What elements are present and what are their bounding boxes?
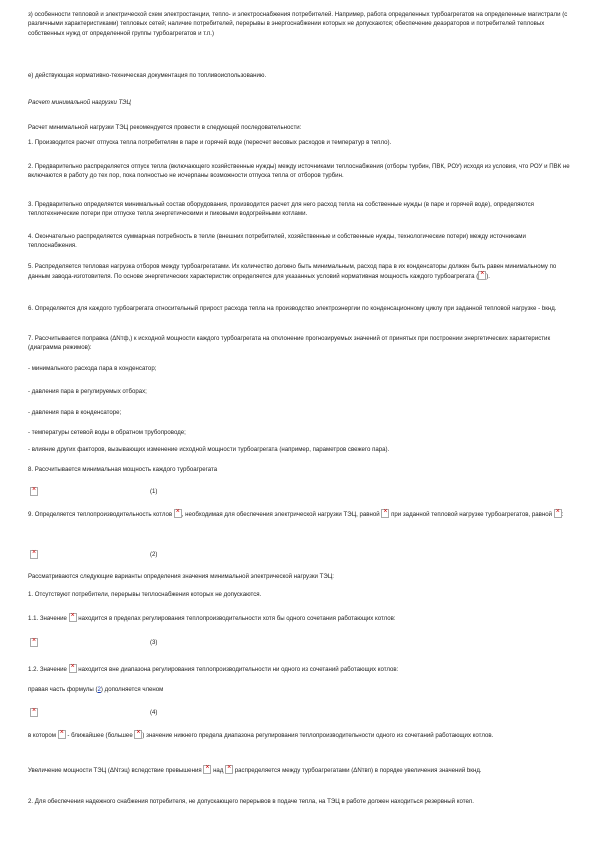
variant-1-2 (28, 664, 570, 674)
step-2: 2. Предварительно распределяется отпуск тепла (включающего хозяйственные нужды) между источниками теплоснабжения (отборы турбин, ПВК, РОУ) исходя из условия, что РОУ и ПВК не включаются в работу до тех пор, пока полностью не исчерпаны возможности отпуска тепла от отборов турбин. (28, 163, 570, 180)
formula-image-icon (134, 730, 142, 739)
equation-1-row (28, 487, 570, 497)
equation-number: (1) (150, 488, 158, 495)
definition-paragraph (28, 730, 570, 740)
equation-number: (4) (150, 709, 158, 716)
power-increase-text-c: распределяется между турбоагрегатами (ΔNтвп) в порядке увеличения значений bкнд. (234, 767, 482, 774)
power-increase-paragraph (28, 765, 570, 775)
definition-text-a: в котором (28, 732, 56, 739)
formula-image-icon (478, 271, 486, 280)
step-5-text: 5. Распределяется тепловая нагрузка отборов между турбоагрегатами. Их количество должно быть минимальным, расход пара в их конденсаторы должен быть равен минимальному по данным завода-изготовителя. По основе энергетических характеристик определяется для указанных условий нормативная мощность каждого турбоагрегата ( (28, 263, 557, 281)
step-9-text-b: , необходимая для обеспечения электрической нагрузки ТЭЦ, равной (181, 511, 380, 518)
formula-2-link[interactable]: 2 (97, 686, 101, 693)
equation-4-row (28, 708, 570, 718)
step-9-text-a: 9. Определяется теплопроизводительность котлов (28, 511, 173, 518)
formula-image-icon (203, 765, 211, 774)
bullet-other-factors: - влияние других факторов, вызывающих изменение исходной мощности турбоагрегата (например, параметров свежего пара). (28, 446, 390, 453)
step-4: 4. Окончательно распределяется суммарная потребность в тепле (внешних потребителей, хозяйственные и собственные нужды, технологические потери) между источниками теплоснабжения. (28, 233, 526, 250)
section-heading: Расчет минимальной нагрузки ТЭЦ (28, 99, 131, 106)
formula-image-icon (30, 638, 38, 647)
equation-2-row (28, 550, 570, 560)
variant-1-1 (28, 613, 570, 623)
formula-addition-text-a: правая часть формулы ( (28, 686, 98, 693)
formula-addition-note (28, 685, 570, 694)
step-5 (28, 262, 570, 282)
definition-text-c: ) значение нижнего предела диапазона регулирования теплопроизводительности одного из сочетаний работающих котлов. (142, 732, 494, 739)
step-7: 7. Рассчитывается поправка (ΔNтф,) к исходной мощности каждого турбоагрегата на отклонение прогнозируемых значений от принятых при построении энергетических характеристик (диаграмма режимов): (28, 335, 551, 352)
step-3: 3. Предварительно определяется минимальный состав оборудования, производится расчет для него расход тепла на собственные нужды (в паре и горячей воде), определяются теплотехнические потери при отпуске тепла энергетическими и пиковыми водогрейными котлами. (28, 201, 534, 218)
formula-image-icon (554, 509, 562, 518)
paragraph-zh: з) особенности тепловой и электрической схем электростанции, тепло- и электроснабжения потребителей. Например, работа определенных турбоагрегатов на определенные магистрали (с различными характеристиками) тепловых сетей; наличие потребителей, перерывы в энергоснабжении которых не допускаются; обеспечение деаэраторов и потребителей тепловых собственных нужд от определенной группы турбоагрегатов и т.п.) (28, 11, 568, 37)
bullet-extraction-pressure: - давления пара в регулируемых отборах; (28, 388, 147, 395)
variant-1-1-text-a: 1.1. Значение (28, 615, 67, 622)
step-9-text-d: : (561, 511, 564, 518)
paragraph-intro: Расчет минимальной нагрузки ТЭЦ рекомендуется провести в следующей последовательности: (28, 124, 302, 131)
equation-number: (2) (150, 551, 158, 558)
power-increase-text-b: над (213, 767, 224, 774)
formula-addition-text-b: ) дополняется членом (100, 686, 164, 693)
formula-image-icon (30, 550, 38, 559)
bullet-condenser-pressure: - давления пара в конденсаторе; (28, 409, 122, 416)
formula-image-icon (58, 730, 66, 739)
variant-1: 1. Отсутствуют потребители, перерывы теплоснабжения которых не допускаются. (28, 591, 262, 598)
formula-image-icon (225, 765, 233, 774)
power-increase-text-a: Увеличение мощности ТЭЦ (ΔNтэц) вследствие превышения (28, 767, 202, 774)
formula-image-icon (30, 487, 38, 496)
variant-2: 2. Для обеспечения надежного снабжения потребителя, не допускающего перерывов в подаче тепла, на ТЭЦ в работе должен находиться резервный котел. (28, 798, 474, 805)
formula-image-icon (30, 708, 38, 717)
step-5-end: ). (486, 273, 490, 281)
definition-text-b: - ближайшее (большее (67, 732, 133, 739)
equation-3-row (28, 638, 570, 648)
equation-number: (3) (150, 639, 158, 646)
formula-image-icon (69, 664, 77, 673)
variant-1-1-text-b: находится в пределах регулирования теплопроизводительности хотя бы одного сочетания работающих котлов: (78, 615, 396, 622)
formula-image-icon (69, 613, 77, 622)
formula-image-icon (174, 509, 182, 518)
variant-1-2-text-b: находится вне диапазона регулирования теплопроизводительности ни одного из сочетаний работающих котлов: (78, 666, 399, 673)
step-1: 1. Производится расчет отпуска тепла потребителям в паре и горячей воде (пересчет весовых расходов и температур в тепло). (28, 139, 392, 146)
step-6: 6. Определяется для каждого турбоагрегата относительный прирост расхода тепла на производство электроэнергии по конденсационному циклу при заданной тепловой нагрузке - bкнд. (28, 305, 557, 312)
variant-1-2-text-a: 1.2. Значение (28, 666, 67, 673)
paragraph-e: е) действующая нормативно-техническая документация по топливоиспользованию. (28, 72, 267, 79)
bullet-condenser-flow: - минимального расхода пара в конденсатор; (28, 365, 157, 372)
step-9-text-c: при заданной тепловой нагрузке турбоагрегатов, равной (391, 511, 553, 518)
step-8: 8. Рассчитывается минимальная мощность каждого турбоагрегата (28, 466, 218, 473)
formula-image-icon (381, 509, 389, 518)
bullet-return-water-temp: - температуры сетевой воды в обратном трубопроводе; (28, 429, 186, 436)
step-9 (28, 509, 570, 519)
variants-intro: Рассматриваются следующие варианты определения значения минимальной электрической нагрузки ТЭЦ: (28, 573, 334, 580)
